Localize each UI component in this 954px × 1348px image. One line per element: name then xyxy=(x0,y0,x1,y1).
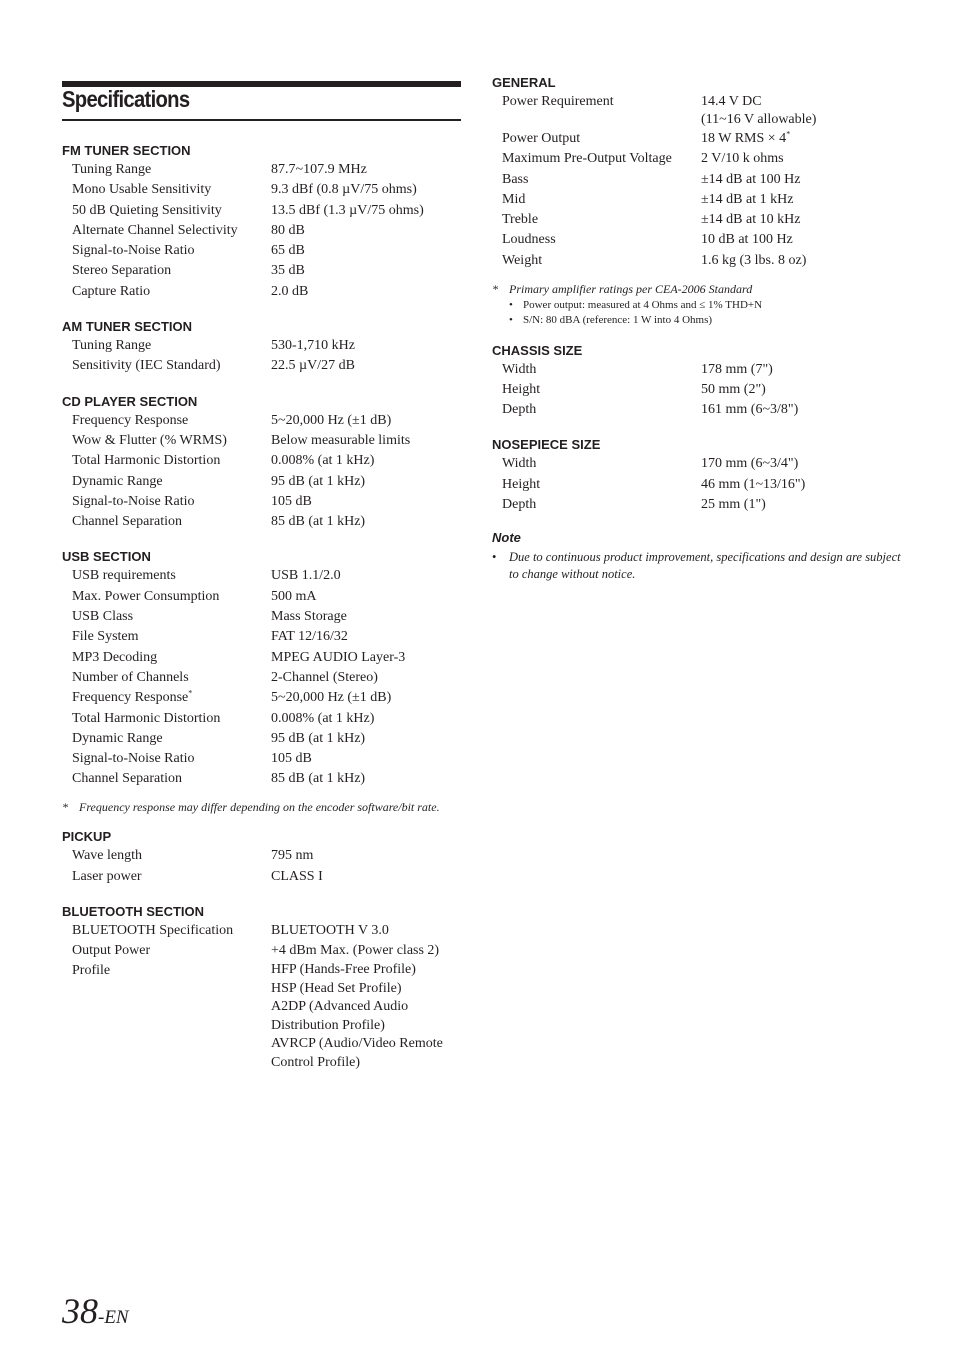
spec-value: 85 dB (at 1 kHz) xyxy=(271,514,366,530)
spec-row xyxy=(492,149,902,169)
spec-value: +4 dBm Max. (Power class 2) xyxy=(271,943,440,959)
note-heading: Note xyxy=(492,530,521,546)
spec-value: 80 dB xyxy=(271,222,305,238)
spec-row xyxy=(62,867,462,887)
spec-value: 87.7~107.9 MHz xyxy=(271,162,367,177)
footnote-mark: * xyxy=(492,282,498,297)
spec-label: Depth xyxy=(502,402,537,418)
spec-row xyxy=(62,261,462,281)
footnote-mark: * xyxy=(62,799,68,814)
footnote-bullet xyxy=(492,298,902,313)
spec-value: 65 dB xyxy=(271,243,305,259)
spec-value: ±14 dB at 1 kHz xyxy=(701,191,794,207)
spec-label: Maximum Pre-Output Voltage xyxy=(502,151,672,167)
spec-value: ±14 dB at 10 kHz xyxy=(701,212,801,228)
spec-label: Frequency Response xyxy=(72,412,189,428)
spec-value: 2 V/10 k ohms xyxy=(701,151,784,167)
spec-row xyxy=(62,648,462,668)
spec-label: Tuning Range xyxy=(72,162,152,177)
spec-row xyxy=(62,709,462,729)
spec-label: Height xyxy=(502,476,541,492)
spec-label: Stereo Separation xyxy=(72,263,172,279)
spec-row xyxy=(62,221,462,241)
page-number xyxy=(62,1290,129,1332)
spec-value: 5~20,000 Hz (±1 dB) xyxy=(271,412,392,428)
spec-row xyxy=(492,92,902,129)
spec-value: 170 mm (6~3/4") xyxy=(701,456,799,472)
spec-label xyxy=(62,688,271,708)
spec-label: MP3 Decoding xyxy=(72,649,158,665)
spec-value: 10 dB at 100 Hz xyxy=(701,232,793,248)
spec-value: 35 dB xyxy=(271,263,305,279)
bluetooth-spec-list xyxy=(62,921,462,1073)
spec-row xyxy=(492,170,902,190)
pickup-section-heading: PICKUP xyxy=(62,829,112,845)
spec-value: 22.5 µV/27 dB xyxy=(271,358,355,374)
spec-value: 1.6 kg (3 lbs. 8 oz) xyxy=(701,252,807,268)
spec-label: Channel Separation xyxy=(72,771,183,787)
footnote-marker: * xyxy=(786,129,791,139)
spec-row xyxy=(492,210,902,230)
spec-label: Output Power xyxy=(72,943,151,959)
spec-label: Alternate Channel Selectivity xyxy=(72,222,238,238)
spec-row xyxy=(62,668,462,688)
spec-row xyxy=(62,411,462,431)
spec-row xyxy=(492,495,902,515)
spec-row xyxy=(62,160,462,180)
spec-label: USB Class xyxy=(72,609,134,625)
spec-value: 0.008% (at 1 kHz) xyxy=(271,710,375,726)
cd-spec-list xyxy=(62,411,462,533)
spec-label: Channel Separation xyxy=(72,514,183,530)
spec-row xyxy=(492,475,902,495)
spec-row xyxy=(62,336,462,356)
nosepiece-spec-list xyxy=(492,454,902,515)
spec-row xyxy=(492,380,902,400)
spec-row xyxy=(62,627,462,647)
spec-label: File System xyxy=(72,629,139,645)
spec-value: 9.3 dBf (0.8 µV/75 ohms) xyxy=(271,182,417,198)
footnote-bullet xyxy=(492,313,902,328)
bullet-dot: • xyxy=(509,313,513,326)
spec-value: 2-Channel (Stereo) xyxy=(271,669,378,685)
spec-value: 5~20,000 Hz (±1 dB) xyxy=(271,690,392,706)
am-section-heading: AM TUNER SECTION xyxy=(62,319,192,335)
spec-value: 95 dB (at 1 kHz) xyxy=(271,473,366,489)
bluetooth-section-heading: BLUETOOTH SECTION xyxy=(62,903,205,919)
spec-label: Power Requirement xyxy=(502,94,614,109)
spec-label-text: Frequency Response xyxy=(72,690,189,706)
page-number-value: 38 xyxy=(62,1291,98,1331)
spec-label: Width xyxy=(502,456,537,472)
general-spec-list xyxy=(492,92,902,271)
spec-label: Wow & Flutter (% WRMS) xyxy=(72,432,227,448)
spec-value xyxy=(701,129,902,149)
spec-label: Width xyxy=(502,361,537,377)
spec-label: Depth xyxy=(502,497,537,513)
spec-value: 46 mm (1~13/16") xyxy=(701,476,806,492)
spec-value: 50 mm (2") xyxy=(701,381,766,397)
spec-row xyxy=(62,241,462,261)
spec-row xyxy=(62,431,462,451)
spec-label: Max. Power Consumption xyxy=(72,588,220,604)
spec-label: Power Output xyxy=(502,131,581,146)
spec-row xyxy=(62,201,462,221)
general-section-heading: GENERAL xyxy=(492,75,556,90)
spec-value: Below measurable limits xyxy=(271,432,411,448)
spec-label: Height xyxy=(502,381,541,397)
bullet-text: S/N: 80 dBA (reference: 1 W into 4 Ohms) xyxy=(523,313,713,326)
spec-row xyxy=(62,566,462,586)
page-title: Specifications xyxy=(62,86,190,112)
footnote-marker: * xyxy=(188,688,193,698)
spec-label: Capture Ratio xyxy=(72,283,151,299)
spec-value: CLASS I xyxy=(271,868,323,884)
bullet-dot: • xyxy=(509,298,513,311)
footnote-text: Primary amplifier ratings per CEA-2006 Standard xyxy=(509,282,753,297)
left-column xyxy=(62,142,462,1072)
am-spec-list xyxy=(62,336,462,377)
spec-label: Dynamic Range xyxy=(72,730,163,746)
spec-row xyxy=(62,451,462,471)
usb-spec-list xyxy=(62,566,462,789)
spec-row xyxy=(62,749,462,769)
note-text: Due to continuous product improvement, specifications and design are subject to change without notice. xyxy=(509,550,901,581)
spec-value: BLUETOOTH V 3.0 xyxy=(271,922,389,938)
spec-value: 13.5 dBf (1.3 µV/75 ohms) xyxy=(271,202,424,218)
spec-label: Signal-to-Noise Ratio xyxy=(72,751,195,767)
spec-label: Sensitivity (IEC Standard) xyxy=(72,358,221,374)
spec-label: Mono Usable Sensitivity xyxy=(72,182,212,198)
spec-value-text: 18 W RMS × 4 xyxy=(701,131,787,146)
fm-section-heading: FM TUNER SECTION xyxy=(62,143,191,158)
chassis-section-heading: CHASSIS SIZE xyxy=(492,342,583,358)
spec-label: Signal-to-Noise Ratio xyxy=(72,243,195,259)
spec-value: 105 dB xyxy=(271,751,312,767)
spec-row xyxy=(62,512,462,532)
spec-value: 0.008% (at 1 kHz) xyxy=(271,453,375,469)
general-footnote xyxy=(492,281,902,298)
bullet-dot: • xyxy=(492,550,497,565)
spec-row xyxy=(62,607,462,627)
spec-label: Number of Channels xyxy=(72,669,189,685)
spec-row xyxy=(62,729,462,749)
spec-value: MPEG AUDIO Layer-3 xyxy=(271,649,406,665)
spec-label: BLUETOOTH Specification xyxy=(72,922,234,938)
spec-label: Loudness xyxy=(502,232,556,248)
spec-row xyxy=(492,251,902,271)
spec-value: 795 nm xyxy=(271,848,314,864)
spec-label: Laser power xyxy=(72,868,142,884)
fm-spec-list xyxy=(62,160,462,302)
spec-row xyxy=(62,921,462,941)
spec-row xyxy=(62,688,462,708)
spec-value: HFP (Hands-Free Profile) HSP (Head Set Profile) A2DP (Advanced Audio Distribution Profile) AVRCP (Audio/Video Remote Control Profile) xyxy=(271,962,443,1070)
spec-value: 500 mA xyxy=(271,588,317,604)
spec-label: Wave length xyxy=(72,848,143,864)
spec-label: Total Harmonic Distortion xyxy=(72,710,221,726)
title-underline xyxy=(62,119,461,121)
spec-row xyxy=(62,282,462,302)
spec-value: 530-1,710 kHz xyxy=(271,338,355,354)
spec-label: USB requirements xyxy=(72,568,176,584)
spec-label: Dynamic Range xyxy=(72,473,163,489)
spec-label: Weight xyxy=(502,252,543,268)
spec-row xyxy=(62,846,462,866)
spec-label: Tuning Range xyxy=(72,338,152,354)
nosepiece-section-heading: NOSEPIECE SIZE xyxy=(492,437,601,453)
spec-label: Profile xyxy=(72,963,111,979)
spec-row xyxy=(62,769,462,789)
spec-row xyxy=(492,360,902,380)
spec-label: Treble xyxy=(502,212,539,228)
footnote-text: Frequency response may differ depending on the encoder software/bit rate. xyxy=(79,799,440,814)
spec-row xyxy=(62,180,462,200)
note-item xyxy=(492,549,902,582)
bullet-text: Power output: measured at 4 Ohms and ≤ 1% THD+N xyxy=(523,298,763,311)
usb-footnote xyxy=(62,799,462,816)
chassis-spec-list xyxy=(492,360,902,421)
spec-row xyxy=(492,400,902,420)
spec-value: 95 dB (at 1 kHz) xyxy=(271,730,366,746)
spec-value: 2.0 dB xyxy=(271,283,309,299)
page-number-suffix: -EN xyxy=(98,1307,129,1328)
spec-row xyxy=(62,356,462,376)
spec-value: 178 mm (7") xyxy=(701,361,773,377)
spec-label: Mid xyxy=(502,191,526,207)
spec-label: Bass xyxy=(502,171,529,187)
spec-value: 14.4 V DC (11~16 V allowable) xyxy=(701,94,817,127)
spec-value: FAT 12/16/32 xyxy=(271,629,348,645)
cd-section-heading: CD PLAYER SECTION xyxy=(62,393,198,409)
spec-row xyxy=(492,454,902,474)
spec-row xyxy=(492,230,902,250)
pickup-spec-list xyxy=(62,846,462,887)
spec-value: 105 dB xyxy=(271,493,312,509)
usb-section-heading: USB SECTION xyxy=(62,549,151,565)
spec-row xyxy=(62,961,462,1072)
spec-value: 25 mm (1") xyxy=(701,497,766,513)
spec-row xyxy=(62,941,462,961)
spec-row xyxy=(62,492,462,512)
spec-label: Total Harmonic Distortion xyxy=(72,453,221,469)
spec-label: Signal-to-Noise Ratio xyxy=(72,493,195,509)
spec-value: USB 1.1/2.0 xyxy=(271,568,341,584)
spec-value: ±14 dB at 100 Hz xyxy=(701,171,801,187)
right-column xyxy=(492,74,902,582)
spec-value: Mass Storage xyxy=(271,609,347,625)
spec-row xyxy=(62,587,462,607)
spec-value: 161 mm (6~3/8") xyxy=(701,402,799,418)
spec-row xyxy=(62,472,462,492)
spec-row xyxy=(492,190,902,210)
spec-row xyxy=(492,129,902,149)
spec-label: 50 dB Quieting Sensitivity xyxy=(72,202,222,218)
spec-value: 85 dB (at 1 kHz) xyxy=(271,771,366,787)
